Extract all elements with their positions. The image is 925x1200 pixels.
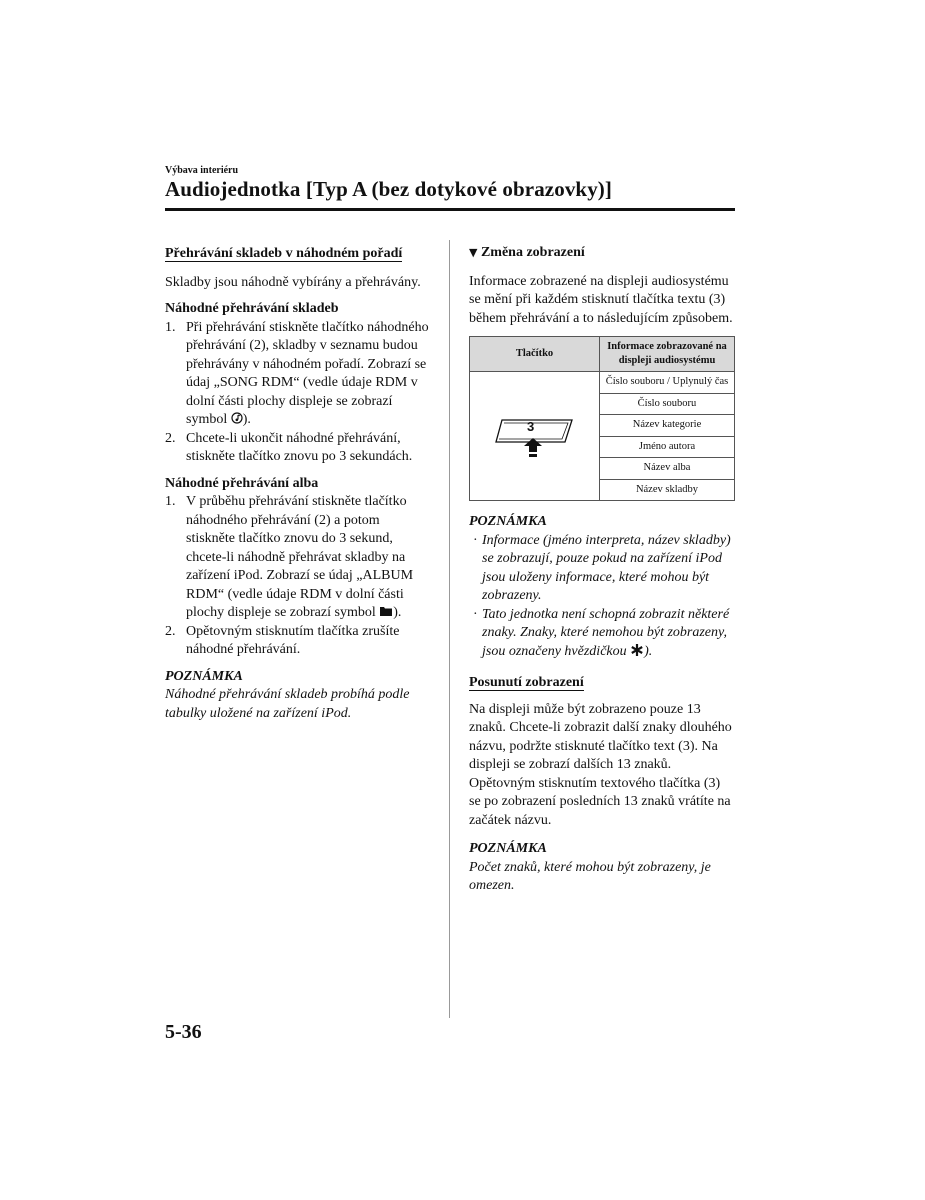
list-tail: ). [393,605,402,620]
song-random-icon [231,412,243,424]
note-item-text: Informace (jméno interpreta, název skladby) se zobrazují, pouze pokud na zařízení iPod jsou uloženy informace, které mohou být zobrazeny. [482,532,731,603]
button-illustration-cell [470,372,600,501]
folder-icon [379,605,393,617]
bullet: · [473,532,478,548]
section-label: Výbava interiéru [165,165,239,176]
table-cell: Název alba [600,458,735,480]
note-item-tail: ). [644,643,653,659]
note-item [469,606,735,662]
bullet: · [473,606,478,622]
album-shuffle-subheading: Náhodné přehrávání alba [165,475,319,491]
button-number-label: 3 [527,419,535,434]
table-header-info: Informace zobrazované na displeji audiosystému [600,337,735,372]
table-cell: Název skladby [600,479,735,501]
list-text: V průběhu přehrávání stiskněte tlačítko náhodného přehrávání (2) a potom stiskněte tlačítko znovu do 3 sekund, chcete-li náhodně přehrávat skladby na zařízení iPod. Zobrazí se údaj „ALBUM RDM“ (vedle údaje RDM v dolní části plochy displeje se zobrazí symbol [186,494,414,620]
note-heading: POZNÁMKA [165,668,243,684]
table-cell: Název kategorie [600,415,735,437]
page-title: Audiojednotka [Typ A (bez dotykové obrazovky)] [165,177,612,201]
display-info-table [469,336,735,501]
song-shuffle-steps [165,319,431,467]
display-change-heading-text: Změna zobrazení [480,245,585,260]
list-tail: ). [242,412,251,427]
triangle-down-icon: ▼ [469,246,478,259]
shuffle-heading: Přehrávání skladeb v náhodném pořadí [165,246,403,261]
note-text: Náhodné přehrávání skladeb probíhá podle tabulky uložené na zařízení iPod. [165,687,410,721]
title-rule [165,208,735,211]
display-change-heading [469,244,735,263]
list-number: 1. [165,319,176,335]
display-change-intro: Informace zobrazené na displeji audiosystému se mění při každém stisknutí tlačítka textu (3) během přehrávání a to následujícím způsobem. [469,273,733,326]
list-text: Chcete-li ukončit náhodné přehrávání, stiskněte tlačítko znovu po 3 sekundách. [186,430,413,464]
asterisk-icon [630,643,644,657]
list-text: Při přehrávání stiskněte tlačítko náhodného přehrávání (2), skladby v seznamu budou přehrávány v náhodném pořadí. Zobrazí se údaj „SONG RDM“ (vedle údaje RDM v dolní části plochy displeje se zobrazí symbol [186,319,429,427]
table-cell: Číslo souboru / Uplynulý čas [600,372,735,394]
right-column [469,244,735,896]
list-number: 2. [165,430,176,446]
table-cell: Číslo souboru [600,393,735,415]
list-number: 1. [165,494,176,509]
note-item [469,532,735,606]
note-item-text: Tato jednotka není schopná zobrazit některé znaky. Znaky, které nemohou být zobrazeny, jsou označeny hvězdičkou [482,606,730,659]
list-item [165,430,431,467]
list-item [165,493,431,623]
column-divider [449,240,450,1018]
song-shuffle-subheading: Náhodné přehrávání skladeb [165,301,339,316]
note-heading: POZNÁMKA [469,514,547,529]
table-header-button: Tlačítko [470,337,600,372]
list-text: Opětovným stisknutím tlačítka zrušíte náhodné přehrávání. [186,623,400,657]
text-button-illustration [470,372,599,500]
list-item [165,319,431,430]
page-number: 5-36 [165,1021,202,1043]
table-cell: Jméno autora [600,436,735,458]
scroll-heading: Posunutí zobrazení [469,675,584,690]
left-column [165,244,431,723]
shuffle-intro: Skladby jsou náhodně vybírány a přehrávány. [165,274,421,290]
album-shuffle-steps [165,493,431,660]
list-number: 2. [165,623,176,639]
note-heading: POZNÁMKA [469,841,547,856]
list-item [165,623,431,660]
note-text: Počet znaků, které mohou být zobrazeny, je omezen. [469,859,711,893]
note-list [469,532,735,662]
scroll-paragraph: Na displeji může být zobrazeno pouze 13 znaků. Chcete-li zobrazit další znaky dlouhého názvu, podržte stisknuté tlačítko text (3). Na displeji se zobrazí dalších 13 znaků. Opětovným stisknutím textového tlačítka (3) se po zobrazení posledních 13 znaků vrátíte na začátek názvu. [469,701,732,828]
